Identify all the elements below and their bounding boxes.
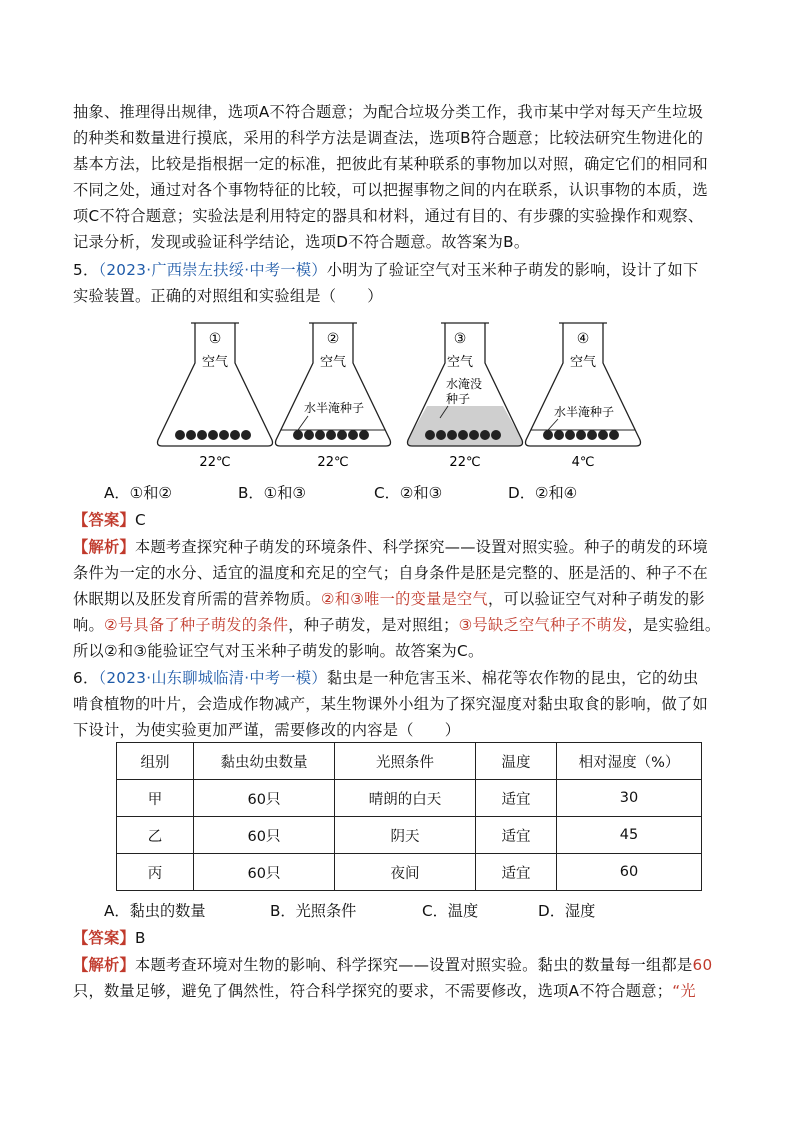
table-cell: 乙	[117, 817, 194, 854]
table-cell: 甲	[117, 780, 194, 817]
q6-answer: 【答案】B	[73, 929, 146, 947]
flask-4-water-label: 水半淹种子	[553, 405, 615, 419]
q6-stem-line-2: 啃食植物的叶片，会造成作物减产，某生物课外小组为了探究湿度对黏虫取食的影响，做了如	[73, 695, 708, 713]
q5-analysis-line-3: 休眠期以及胚发育所需的营养物质。②和③唯一的变量是空气，可以验证空气对种子萌发的影	[73, 590, 705, 608]
table-cell: 晴朗的白天	[335, 780, 476, 817]
flask-1-seeds	[175, 430, 251, 440]
q6-analysis-line-2: 只，数量足够，避免了偶然性，符合科学探究的要求，不需要修改，选项A不符合题意；“光	[73, 982, 696, 1000]
intro-line-5: 项C不符合题意；实验法是利用特定的器具和材料，通过有目的、有步骤的实验操作和观察、	[73, 207, 704, 225]
flask-4-temp: 4℃	[571, 455, 595, 470]
q5-analysis-line-2: 条件为一定的水分、适宜的温度和充足的空气；自身条件是胚是完整的、胚是活的、种子不在	[73, 564, 708, 582]
flask-2-seeds	[293, 430, 369, 440]
q5-option-b: B．①和③	[238, 484, 307, 502]
table-cell: 丙	[117, 854, 194, 891]
flask-2-diagram	[268, 318, 398, 473]
q6-table	[116, 742, 702, 891]
flask-3-water-label-1: 水淹没	[446, 377, 483, 391]
q5-answer: 【答案】C	[73, 511, 146, 529]
q5-option-d: D．②和④	[508, 484, 578, 502]
q6-option-a: A．黏虫的数量	[104, 902, 206, 920]
table-header: 组别	[117, 743, 194, 780]
flask-2-air-label: 空气	[319, 355, 347, 370]
intro-line-3: 基本方法，比较是指根据一定的标准，把彼此有某种联系的事物加以对照，确定它们的相同和	[73, 155, 708, 173]
table-cell: 45	[557, 817, 702, 854]
flask-3-air-label: 空气	[446, 355, 474, 370]
q6-option-d: D．湿度	[538, 902, 596, 920]
q5-analysis-line-5: 所以②和③能验证空气对玉米种子萌发的影响。故答案为C。	[73, 642, 484, 660]
table-cell: 适宜	[476, 854, 557, 891]
flask-2-water-label: 水半淹种子	[303, 401, 365, 415]
flask-4-number: ④	[576, 331, 590, 347]
q6-options	[104, 900, 704, 922]
flask-1-temp: 22℃	[199, 455, 231, 470]
q6-source: （2023·山东聊城临清·中考一模）	[98, 669, 327, 687]
table-cell: 60	[557, 854, 702, 891]
q5-option-a: A．①和②	[104, 484, 172, 502]
flask-2-number: ②	[326, 331, 340, 347]
flask-3-temp: 22℃	[449, 455, 481, 470]
intro-line-6: 记录分析，发现或验证科学结论，选项D不符合题意。故答案为B。	[73, 233, 530, 251]
intro-line-1: 抽象、推理得出规律，选项A不符合题意；为配合垃圾分类工作，我市某中学对每天产生垃圾	[73, 103, 704, 121]
table-cell: 适宜	[476, 780, 557, 817]
flask-2-temp: 22℃	[317, 455, 349, 470]
q5-analysis-line-4: 响。②号具备了种子萌发的条件，种子萌发，是对照组；③号缺乏空气种子不萌发，是实验组。	[73, 616, 721, 634]
table-cell: 60只	[194, 854, 335, 891]
table-header: 黏虫幼虫数量	[194, 743, 335, 780]
flask-4-seeds	[543, 430, 619, 440]
q5-analysis-line-1: 【解析】本题考查探究种子萌发的环境条件、科学探究——设置对照实验。种子的萌发的环境	[73, 538, 708, 556]
intro-line-4: 不同之处，通过对各个事物特征的比较，可以把握事物之间的内在联系，认识事物的本质，选	[73, 181, 708, 199]
q6-analysis-line-1: 【解析】本题考查环境对生物的影响、科学探究——设置对照实验。黏虫的数量每一组都是60	[73, 956, 713, 974]
table-row	[117, 817, 702, 854]
q6-option-c: C．温度	[422, 902, 479, 920]
table-cell: 阴天	[335, 817, 476, 854]
q5-source: （2023·广西崇左扶绥·中考一模）	[98, 261, 327, 279]
flask-3-number: ③	[453, 331, 467, 347]
q5-options	[104, 482, 704, 504]
table-cell: 60只	[194, 817, 335, 854]
flask-3-diagram	[400, 318, 530, 473]
flask-4-diagram	[518, 318, 648, 473]
q6-stem-line-3: 下设计，为使实验更加严谨，需要修改的内容是（ ）	[73, 721, 461, 739]
q6-option-b: B．光照条件	[270, 902, 357, 920]
table-cell: 30	[557, 780, 702, 817]
table-row	[117, 780, 702, 817]
table-header: 温度	[476, 743, 557, 780]
table-header: 光照条件	[335, 743, 476, 780]
q5-option-c: C．②和③	[374, 484, 443, 502]
table-cell: 60只	[194, 780, 335, 817]
flask-3-water-label-2: 种子	[446, 392, 471, 406]
table-cell: 夜间	[335, 854, 476, 891]
table-header: 相对湿度（%）	[557, 743, 702, 780]
table-header-row	[117, 743, 702, 780]
table-cell: 适宜	[476, 817, 557, 854]
flask-1-diagram	[150, 318, 280, 473]
flask-1-number: ①	[208, 331, 222, 347]
q5-stem-line-2: 实验装置。正确的对照组和实验组是（ ）	[73, 287, 383, 305]
q5-stem-line-1: 5．（2023·广西崇左扶绥·中考一模）小明为了验证空气对玉米种子萌发的影响，设计了如下	[73, 261, 699, 279]
flask-1-air-label: 空气	[201, 355, 229, 370]
flask-4-air-label: 空气	[569, 355, 597, 370]
intro-line-2: 的种类和数量进行摸底，采用的科学方法是调查法，选项B符合题意；比较法研究生物进化的	[73, 129, 704, 147]
table-row	[117, 854, 702, 891]
q6-stem-line-1: 6．（2023·山东聊城临清·中考一模）黏虫是一种危害玉米、棉花等农作物的昆虫，它的幼虫	[73, 669, 699, 687]
